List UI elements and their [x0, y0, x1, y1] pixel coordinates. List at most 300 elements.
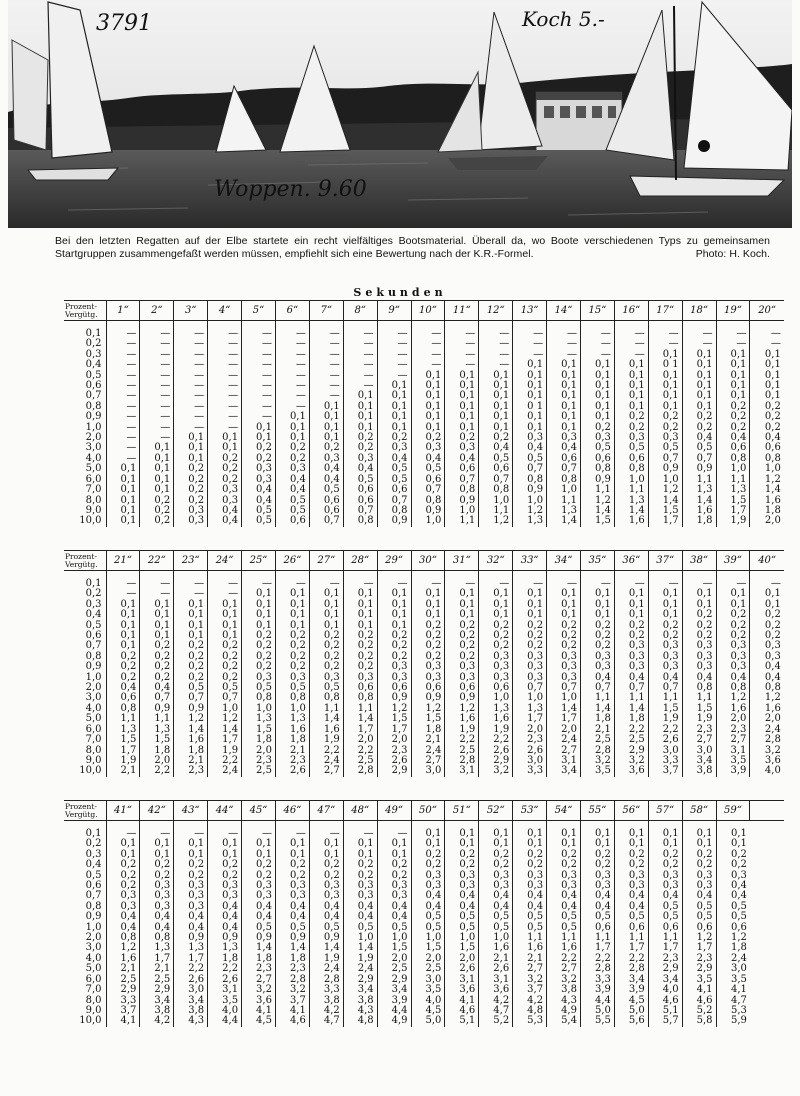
table-cell: 2,8 — [580, 746, 614, 756]
table-cell: 0,4 — [547, 443, 581, 453]
column-header: 4“ — [208, 301, 242, 321]
table-cell: 1,2 — [106, 943, 140, 953]
table-cell: 3,3 — [106, 996, 140, 1006]
percent-label: 8,0 — [85, 994, 102, 1006]
table-cell: 3,9 — [614, 985, 648, 995]
percent-label: 0,1 — [85, 578, 102, 589]
table-cell: 0,2 — [174, 496, 208, 506]
table-cell: 1,4 — [682, 496, 716, 506]
table-cell: — — [174, 589, 208, 599]
table-cell: 2,7 — [411, 756, 445, 766]
column-header: 43“ — [174, 801, 208, 821]
table-cell: 2,0 — [140, 756, 174, 766]
table-cell: 0,3 — [580, 652, 614, 662]
column-header: 38“ — [682, 551, 716, 571]
table-cell: 0,1 — [614, 829, 648, 839]
table-cell: 2,1 — [140, 964, 174, 974]
table-cell: 4,9 — [377, 1016, 411, 1026]
table-cell: 4,8 — [343, 1016, 377, 1026]
table-cell: — — [208, 579, 242, 589]
table-cell: 4,1 — [242, 1006, 276, 1016]
table-cell: 0,5 — [275, 496, 309, 506]
table-cell: 0,6 — [479, 464, 513, 474]
table-cell: 0,5 — [547, 923, 581, 933]
table-cell: 1,4 — [580, 704, 614, 714]
table-cell: 0,3 — [479, 871, 513, 881]
column-header: 52“ — [479, 801, 513, 821]
table-cell: — — [106, 829, 140, 839]
table-cell: 0,6 — [411, 683, 445, 693]
column-header: 36“ — [614, 551, 648, 571]
table-cell: 0,2 — [614, 423, 648, 433]
photo-caption — [55, 235, 770, 261]
table-cell: 0,1 — [445, 589, 479, 599]
column-header: 1“ — [106, 301, 140, 321]
table-cell: 2,9 — [614, 746, 648, 756]
percent-label: 4,0 — [85, 452, 102, 464]
table-cell: 2,4 — [716, 954, 750, 964]
table-cell: 0,3 — [682, 881, 716, 891]
table-cell: 0,2 — [309, 871, 343, 881]
table-cell: 3,0 — [648, 746, 682, 756]
table-cell: 0,3 — [242, 673, 276, 683]
table-cell: 0,3 — [275, 881, 309, 891]
table-cell: 1,4 — [648, 496, 682, 506]
table-cell: 1,7 — [377, 725, 411, 735]
table-cell: — — [445, 350, 479, 360]
table-cell: 2,2 — [479, 735, 513, 745]
table-cell: 0,5 — [682, 443, 716, 453]
column-header: 59“ — [716, 801, 750, 821]
table-cell: 0,1 — [547, 600, 581, 610]
table-cell: 0,1 — [479, 600, 513, 610]
table-cell: 0,8 — [513, 475, 547, 485]
table-cell: 0,2 — [648, 850, 682, 860]
table-cell: 3,2 — [547, 975, 581, 985]
table-cell: 3,8 — [547, 985, 581, 995]
table-cell: 2,2 — [309, 746, 343, 756]
table-cell: 0,2 — [445, 631, 479, 641]
table-cell: 0,1 — [377, 600, 411, 610]
table-cell: 1,9 — [716, 516, 750, 526]
table-cell: — — [106, 329, 140, 339]
table-cell: 2,1 — [411, 735, 445, 745]
table-cell: — — [208, 829, 242, 839]
table-cell: 0,5 — [513, 454, 547, 464]
table-cell: 0,4 — [309, 902, 343, 912]
percent-label: 0,9 — [85, 661, 102, 673]
table-cell: 0,1 — [614, 600, 648, 610]
table-cell: 0,9 — [174, 933, 208, 943]
table-cell: — — [445, 360, 479, 370]
column-header: 5“ — [242, 301, 276, 321]
table-cell: 0,3 — [750, 652, 784, 662]
table-cell: 2,3 — [716, 725, 750, 735]
table-cell: 1,8 — [275, 735, 309, 745]
table-cell: 0,6 — [377, 683, 411, 693]
table-cell: 2,2 — [648, 725, 682, 735]
table-cell — [750, 902, 784, 912]
table-cell: — — [242, 360, 276, 370]
table-cell: 0,1 — [547, 402, 581, 412]
table-cell: 0,1 — [580, 589, 614, 599]
table-cell: 0,1 — [445, 829, 479, 839]
table-cell: 0,3 — [242, 475, 276, 485]
table-cell: 3,4 — [547, 766, 581, 776]
column-header: 21“ — [106, 551, 140, 571]
table-cell: 3,1 — [547, 756, 581, 766]
table-cell: 0,5 — [648, 443, 682, 453]
table-cell: 0,6 — [275, 516, 309, 526]
percent-label: 1,0 — [85, 421, 102, 433]
table-cell: 1,3 — [275, 714, 309, 724]
table-cell: 0,2 — [140, 871, 174, 881]
table-cell: 0,7 — [343, 506, 377, 516]
table-cell: 0,2 — [343, 641, 377, 651]
table-cell: 2,2 — [208, 964, 242, 974]
table-cell: 0,1 — [445, 371, 479, 381]
table-cell: 0,4 — [750, 673, 784, 683]
table-cell: 0,2 — [716, 850, 750, 860]
table-cell: 0,2 — [648, 412, 682, 422]
seconds-table-3 — [64, 800, 784, 1027]
table-cell: 0,1 — [208, 600, 242, 610]
table-cell: 1,2 — [411, 704, 445, 714]
table-cell: — — [682, 329, 716, 339]
table-cell: 0,1 — [682, 589, 716, 599]
table-cell: 1,0 — [547, 693, 581, 703]
table-cell: 0,7 — [614, 683, 648, 693]
table-cell: 1,7 — [716, 506, 750, 516]
table-cell: 0,2 — [140, 662, 174, 672]
table-cell: — — [513, 329, 547, 339]
table-cell: 1,7 — [682, 943, 716, 953]
percent-label: 10,0 — [79, 765, 102, 777]
table-cell: 2,0 — [547, 725, 581, 735]
table-cell: — — [275, 339, 309, 349]
table-cell: 1,8 — [682, 516, 716, 526]
table-cell: 0,2 — [309, 662, 343, 672]
table-cell: 4,7 — [716, 996, 750, 1006]
table-cell: — — [479, 360, 513, 370]
table-cell: 0,3 — [309, 891, 343, 901]
table-cell: 0,6 — [614, 454, 648, 464]
table-cell: 0,2 — [174, 485, 208, 495]
table-cell: 0,2 — [580, 641, 614, 651]
annotation-date: Woppen. 9.60 — [214, 177, 367, 202]
table-cell: — — [106, 360, 140, 370]
column-header: 26“ — [275, 551, 309, 571]
table-cell: — — [275, 391, 309, 401]
table-cell: 0,6 — [682, 923, 716, 933]
table-cell: 2,0 — [411, 954, 445, 964]
table-cell: 0,2 — [174, 475, 208, 485]
table-cell: 1,0 — [513, 693, 547, 703]
table-cell: 0,1 — [580, 360, 614, 370]
table-cell: — — [208, 391, 242, 401]
table-cell: — — [174, 339, 208, 349]
table-cell: 0,1 — [547, 423, 581, 433]
table-cell: 0,3 — [648, 433, 682, 443]
table-cell: 1,2 — [479, 516, 513, 526]
table-cell: 0,1 — [343, 839, 377, 849]
percent-label: 2,0 — [85, 932, 102, 944]
table-cell: 0,6 — [343, 496, 377, 506]
percent-label: 0,7 — [85, 640, 102, 652]
table-cell: 0,1 — [242, 433, 276, 443]
table-cell: 0,1 — [614, 839, 648, 849]
table-cell: 0,1 — [716, 600, 750, 610]
table-cell: 0,3 — [343, 454, 377, 464]
table-cell — [750, 881, 784, 891]
percent-label: 0,4 — [85, 859, 102, 871]
table-cell: 0,2 — [309, 443, 343, 453]
table-cell: 0,3 — [614, 641, 648, 651]
table-cell: 0,1 — [343, 600, 377, 610]
table-cell: 5,3 — [513, 1016, 547, 1026]
table-cell: 3,6 — [750, 756, 784, 766]
table-cell: 0,2 — [716, 402, 750, 412]
table-cell: 0,1 — [750, 371, 784, 381]
table-cell: 0,1 — [513, 589, 547, 599]
table-cell: 2,6 — [479, 964, 513, 974]
table-cell: 0,1 — [580, 600, 614, 610]
table-cell: 0,1 — [377, 391, 411, 401]
table-cell: 0,3 — [513, 652, 547, 662]
table-cell: 0,3 — [513, 881, 547, 891]
table-cell: 3,1 — [208, 985, 242, 995]
table-cell: 0,3 — [275, 673, 309, 683]
table-cell: 0,2 — [682, 423, 716, 433]
percent-label: 4,0 — [85, 702, 102, 714]
table-cell: 4,2 — [479, 996, 513, 1006]
table-cell: 0,3 — [614, 652, 648, 662]
percent-label: 9,0 — [85, 504, 102, 516]
table-cell: 2,4 — [208, 766, 242, 776]
table-cell: 0,2 — [275, 662, 309, 672]
table-cell: 0,1 — [614, 589, 648, 599]
percent-label: 0,2 — [85, 588, 102, 600]
table-cell: 2,5 — [242, 766, 276, 776]
table-cell: 0,2 — [682, 610, 716, 620]
table-cell: 0,4 — [479, 902, 513, 912]
table-cell: 0,3 — [377, 443, 411, 453]
table-cell: 0,4 — [208, 902, 242, 912]
table-cell: — — [106, 381, 140, 391]
table-cell: 0,2 — [106, 662, 140, 672]
table-cell: — — [275, 329, 309, 339]
table-cell: 0,1 — [479, 589, 513, 599]
table-cell: 0,1 — [106, 641, 140, 651]
table-cell: — — [580, 339, 614, 349]
percent-label: 0,5 — [85, 869, 102, 881]
table-cell: 3,8 — [140, 1006, 174, 1016]
table-cell: 0,4 — [614, 673, 648, 683]
table-cell: 1,9 — [479, 725, 513, 735]
table-cell: 2,6 — [275, 766, 309, 776]
table-cell: 0,2 — [445, 621, 479, 631]
table-cell: 0,1 — [242, 600, 276, 610]
table-cell: 2,6 — [648, 735, 682, 745]
table-cell: 3,1 — [445, 975, 479, 985]
table-cell: 0,1 — [648, 839, 682, 849]
table-cell: — — [309, 350, 343, 360]
table-cell: 0,2 — [106, 673, 140, 683]
percent-label: 0,4 — [85, 359, 102, 371]
table-cell: 0,8 — [547, 475, 581, 485]
column-header: 30“ — [411, 551, 445, 571]
table-cell: 2,0 — [750, 516, 784, 526]
column-header: 19“ — [716, 301, 750, 321]
table-cell: 0,1 — [174, 610, 208, 620]
table-cell: 0,6 — [445, 464, 479, 474]
table-cell: 0,4 — [411, 891, 445, 901]
table-cell — [750, 975, 784, 985]
table-cell: 0,4 — [309, 464, 343, 474]
table-cell: 0,1 — [411, 381, 445, 391]
table-cell: 2,9 — [106, 985, 140, 995]
table-cell: 2,5 — [343, 756, 377, 766]
table-cell: 0,5 — [648, 912, 682, 922]
table-cell: 0,2 — [513, 641, 547, 651]
table-cell: 0,5 — [377, 923, 411, 933]
percent-label: 7,0 — [85, 984, 102, 996]
table-cell: 1,4 — [614, 506, 648, 516]
table-cell: 0,3 — [547, 433, 581, 443]
table-cell: 1,0 — [750, 464, 784, 474]
table-cell: 2,0 — [242, 746, 276, 756]
table-cell: 0,6 — [580, 923, 614, 933]
table-cell: 0,1 — [106, 600, 140, 610]
table-cell: 0,6 — [411, 475, 445, 485]
percent-label: 0,1 — [85, 328, 102, 339]
table-cell: 3,1 — [479, 975, 513, 985]
table-cell: — — [242, 391, 276, 401]
table-cell: 1,8 — [411, 725, 445, 735]
table-cell: 0,1 — [547, 391, 581, 401]
table-cell: 0,1 — [547, 371, 581, 381]
table-cell: — — [479, 339, 513, 349]
table-cell: 0,4 — [648, 891, 682, 901]
table-cell: 0,1 — [309, 610, 343, 620]
table-cell: 3,9 — [580, 985, 614, 995]
table-cell: 0,9 — [445, 693, 479, 703]
table-cell: 0,1 — [208, 433, 242, 443]
table-cell: 1,1 — [140, 714, 174, 724]
table-cell: 4,0 — [648, 985, 682, 995]
column-header: 20“ — [750, 301, 784, 321]
column-header: 3“ — [174, 301, 208, 321]
table-cell: 0,5 — [682, 902, 716, 912]
table-cell: 0,3 — [479, 652, 513, 662]
table-cell: 0,4 — [682, 891, 716, 901]
percent-label: 10,0 — [79, 1015, 102, 1027]
table-cell: 2,8 — [750, 735, 784, 745]
table-cell: — — [106, 350, 140, 360]
table-cell: 0,2 — [208, 454, 242, 464]
table-cell: 0,5 — [309, 923, 343, 933]
table-cell: 0,3 — [411, 871, 445, 881]
table-cell: 0,1 — [309, 433, 343, 443]
table-cell: 0,2 — [580, 850, 614, 860]
table-cell: 0,3 — [411, 881, 445, 891]
table-cell: — — [275, 829, 309, 839]
table-cell: 0,1 — [377, 402, 411, 412]
table-cell: — — [242, 381, 276, 391]
table-cell: 1,2 — [716, 693, 750, 703]
table-cell: 0,1 — [343, 391, 377, 401]
table-cell: 0,4 — [377, 902, 411, 912]
table-cell: 3,0 — [411, 766, 445, 776]
table-cell: 0,3 — [513, 673, 547, 683]
table-cell: 0,1 — [106, 631, 140, 641]
table-cell: 0,1 — [343, 423, 377, 433]
table-cell: 5,3 — [716, 1006, 750, 1016]
table-cell: 0,3 — [580, 433, 614, 443]
table-cell: 3,2 — [750, 746, 784, 756]
table-cell: 2,3 — [648, 954, 682, 964]
percent-label: 3,0 — [85, 692, 102, 704]
table-cell: 0,5 — [208, 683, 242, 693]
table-cell: 2,8 — [445, 756, 479, 766]
table-cell: 1,8 — [140, 746, 174, 756]
table-cell: — — [140, 329, 174, 339]
table-cell: 0,3 — [174, 881, 208, 891]
table-cell: 5,8 — [682, 1016, 716, 1026]
table-cell: 0,2 — [106, 881, 140, 891]
table-cell: 0,3 — [513, 871, 547, 881]
table-cell: 2,7 — [309, 766, 343, 776]
table-cell: 0,1 — [648, 610, 682, 620]
table-cell: 0,1 — [106, 610, 140, 620]
table-cell: 0,2 — [309, 860, 343, 870]
table-cell: 4,6 — [648, 996, 682, 1006]
table-cell: 5,1 — [648, 1006, 682, 1016]
table-cell: 0,1 — [513, 371, 547, 381]
table-cell: 0,1 — [106, 475, 140, 485]
table-cell: 0,1 — [174, 600, 208, 610]
table-cell: 0,4 — [682, 673, 716, 683]
table-cell: 1,6 — [750, 704, 784, 714]
table-cell: — — [513, 350, 547, 360]
table-cell: 2,9 — [343, 975, 377, 985]
percent-label: 3,0 — [85, 942, 102, 954]
column-header: 22“ — [140, 551, 174, 571]
table-cell: 0,4 — [513, 902, 547, 912]
table-cell: 0,6 — [309, 506, 343, 516]
table-cell: 0,3 — [750, 641, 784, 651]
table-cell: 0,3 — [309, 881, 343, 891]
table-cell: 0,2 — [479, 641, 513, 651]
table-cell: 0,1 — [106, 850, 140, 860]
column-header: 15“ — [580, 301, 614, 321]
table-cell: 0,2 — [682, 621, 716, 631]
table-cell: 0,1 — [208, 850, 242, 860]
percent-label: 0,8 — [85, 900, 102, 912]
table-cell: 4,8 — [513, 1006, 547, 1016]
table-cell: 0,1 — [614, 610, 648, 620]
table-cell: — — [242, 339, 276, 349]
table-cell: 1,1 — [648, 693, 682, 703]
percent-label: 0,2 — [85, 338, 102, 350]
table-cell: 0,1 — [547, 381, 581, 391]
table-cell: 3,0 — [682, 746, 716, 756]
table-cell: 0,1 — [682, 600, 716, 610]
table-cell: 0,3 — [309, 454, 343, 464]
table-cell: 0,3 — [479, 673, 513, 683]
table-cell: 5,0 — [411, 1016, 445, 1026]
table-cell: 0,1 — [716, 360, 750, 370]
